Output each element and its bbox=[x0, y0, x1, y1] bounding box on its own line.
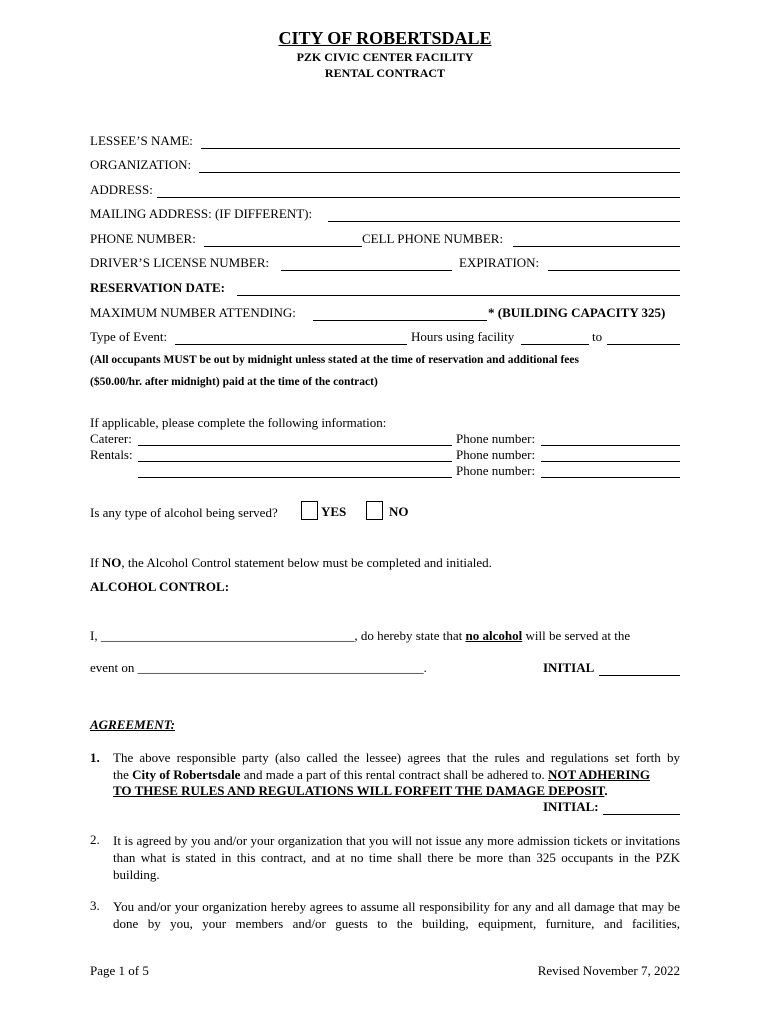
footer-page-number: Page 1 of 5 bbox=[90, 963, 149, 978]
agreement-item1-number: 1. bbox=[90, 750, 100, 765]
type-of-event-field[interactable] bbox=[175, 344, 407, 345]
type-of-event-label: Type of Event: bbox=[90, 329, 168, 344]
alcohol-statement: I, _______________________________________, do hereby state that no alcohol will be served at the bbox=[90, 628, 631, 643]
agreement-item3-number: 3. bbox=[90, 898, 100, 913]
rentals-phone-label-2: Phone number: bbox=[456, 463, 536, 478]
agreement-item1-line3: TO THESE RULES AND REGULATIONS WILL FORFEIT THE DAMAGE DEPOSIT. bbox=[113, 783, 608, 798]
occupancy-note-line2: ($50.00/hr. after midnight) paid at the time of the contract) bbox=[90, 376, 378, 388]
caterer-phone-field[interactable] bbox=[541, 445, 680, 446]
phone-number-field[interactable] bbox=[204, 246, 362, 247]
alcohol-no-checkbox[interactable] bbox=[366, 501, 383, 520]
alcohol-question: Is any type of alcohol being served? bbox=[90, 505, 278, 520]
alcohol-yes-label: YES bbox=[321, 504, 347, 519]
hours-to-field[interactable] bbox=[607, 344, 680, 345]
rentals-phone-label-1: Phone number: bbox=[456, 447, 536, 462]
phone-number-label: PHONE NUMBER: bbox=[90, 231, 196, 246]
drivers-license-field[interactable] bbox=[281, 270, 452, 271]
alcohol-event-line: event on ____________________________________________. bbox=[90, 660, 427, 675]
alcohol-initial-field[interactable] bbox=[599, 675, 680, 676]
rentals-label: Rentals: bbox=[90, 447, 133, 462]
rentals-phone-field-1[interactable] bbox=[541, 461, 680, 462]
alcohol-yes-checkbox[interactable] bbox=[301, 501, 318, 520]
drivers-license-label: DRIVER’S LICENSE NUMBER: bbox=[90, 255, 270, 270]
caterer-field[interactable] bbox=[138, 445, 452, 446]
vendors-intro: If applicable, please complete the following information: bbox=[90, 415, 387, 430]
agreement-heading: AGREEMENT: bbox=[90, 717, 175, 732]
capacity-note: * (BUILDING CAPACITY 325) bbox=[488, 305, 666, 320]
agreement-item2-text: It is agreed by you and/or your organization that you will not issue any more admission tickets or invitations than what is stated in this contract, and at no time shall there be more than 325 occupants in the PZK building. bbox=[113, 833, 680, 882]
lessee-name-label: LESSEE’S NAME: bbox=[90, 133, 193, 148]
caterer-phone-label: Phone number: bbox=[456, 431, 536, 446]
hours-using-label: Hours using facility bbox=[411, 329, 515, 344]
agreement-item1-initial-label: INITIAL: bbox=[543, 799, 599, 814]
expiration-label: EXPIRATION: bbox=[459, 255, 540, 270]
reservation-date-field[interactable] bbox=[237, 295, 680, 296]
organization-field[interactable] bbox=[199, 172, 680, 173]
city-title: CITY OF ROBERTSDALE bbox=[278, 28, 492, 48]
expiration-field[interactable] bbox=[548, 270, 680, 271]
facility-title: PZK CIVIC CENTER FACILITY bbox=[296, 50, 474, 64]
alcohol-initial-label: INITIAL bbox=[543, 660, 595, 675]
rentals-field-2[interactable] bbox=[138, 477, 452, 478]
contract-title: RENTAL CONTRACT bbox=[324, 66, 446, 80]
footer-revised-date: Revised November 7, 2022 bbox=[537, 963, 680, 978]
address-label: ADDRESS: bbox=[90, 182, 153, 197]
reservation-date-label: RESERVATION DATE: bbox=[90, 280, 225, 295]
occupancy-note-line1: (All occupants MUST be out by midnight unless stated at the time of reservation and additional fees bbox=[90, 354, 579, 366]
address-field[interactable] bbox=[157, 197, 680, 198]
alcohol-instruction: If NO, the Alcohol Control statement below must be completed and initialed. bbox=[90, 555, 492, 570]
hours-to-label: to bbox=[592, 329, 603, 344]
mailing-address-field[interactable] bbox=[328, 221, 680, 222]
cell-phone-field[interactable] bbox=[513, 246, 680, 247]
agreement-item1-line2: the City of Robertsdale and made a part of this rental contract shall be adhered to. NOT ADHERING bbox=[113, 767, 650, 782]
rentals-phone-field-2[interactable] bbox=[541, 477, 680, 478]
agreement-item3-text: You and/or your organization hereby agrees to assume all responsibility for any and all damage that may be done by you, your members and/or guests to the building, equipment, furniture, and facilities, bbox=[113, 899, 680, 931]
alcohol-control-heading: ALCOHOL CONTROL: bbox=[90, 579, 230, 594]
mailing-address-label: MAILING ADDRESS: (IF DIFFERENT): bbox=[90, 206, 313, 221]
agreement-item1-initial-field[interactable] bbox=[603, 814, 680, 815]
max-attending-field[interactable] bbox=[313, 320, 487, 321]
caterer-label: Caterer: bbox=[90, 431, 132, 446]
organization-label: ORGANIZATION: bbox=[90, 157, 192, 172]
lessee-name-field[interactable] bbox=[201, 148, 680, 149]
cell-phone-label: CELL PHONE NUMBER: bbox=[362, 231, 504, 246]
agreement-item2-number: 2. bbox=[90, 832, 100, 847]
alcohol-no-label: NO bbox=[389, 504, 409, 519]
agreement-item1-line1: The above responsible party (also called the lessee) agrees that the rules and regulations set forth by bbox=[113, 750, 680, 765]
hours-from-field[interactable] bbox=[521, 344, 589, 345]
rentals-field-1[interactable] bbox=[138, 461, 452, 462]
max-attending-label: MAXIMUM NUMBER ATTENDING: bbox=[90, 305, 296, 320]
